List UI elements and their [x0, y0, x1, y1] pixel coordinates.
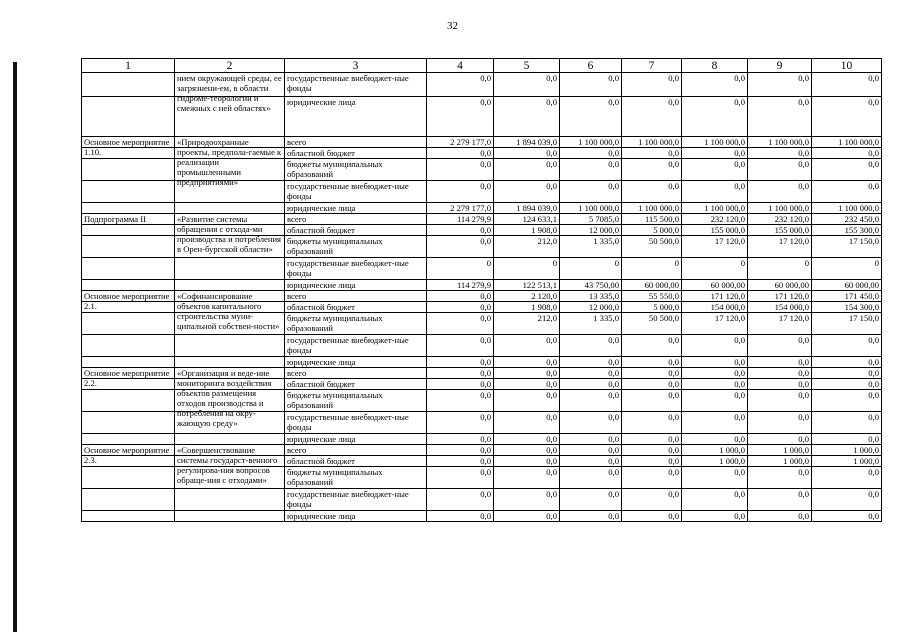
amount-cell: 0,0: [812, 489, 882, 511]
activity-title-continuation: [175, 434, 285, 445]
amount-cell: 232 120,0: [682, 214, 748, 225]
amount-cell: 0: [560, 258, 622, 280]
amount-cell: 0,0: [748, 368, 812, 379]
funding-source: всего: [285, 445, 427, 456]
activity-name-continuation: [82, 280, 175, 291]
amount-cell: 0,0: [427, 335, 494, 357]
amount-cell: 171 450,0: [812, 291, 882, 302]
amount-cell: 115 500,0: [622, 214, 682, 225]
amount-cell: 0,0: [560, 412, 622, 434]
amount-cell: 0,0: [622, 511, 682, 522]
amount-cell: 0,0: [748, 412, 812, 434]
funding-source: государственные внебюджет-ные фонды: [285, 258, 427, 280]
funding-table: [81, 58, 882, 522]
activity-name-text: Основное мероприятие 2.2.: [84, 368, 170, 388]
activity-name-continuation: [82, 258, 175, 280]
amount-cell: 0,0: [560, 511, 622, 522]
amount-cell: 1 000,0: [748, 456, 812, 467]
amount-cell: 154 000,0: [682, 302, 748, 313]
amount-cell: 0,0: [427, 511, 494, 522]
activity-title: [175, 137, 285, 187]
funding-source: бюджеты муниципальных образований: [285, 467, 427, 489]
amount-cell: 0,0: [682, 97, 748, 137]
amount-cell: 17 120,0: [682, 236, 748, 258]
amount-cell: 2 279 177,0: [427, 203, 494, 214]
amount-cell: 0: [812, 258, 882, 280]
funding-source: государственные внебюджет-ные фонды: [285, 489, 427, 511]
amount-cell: 1 100 000,0: [812, 137, 882, 148]
amount-cell: 0,0: [560, 489, 622, 511]
activity-title-continuation: [175, 489, 285, 511]
table-row: [82, 511, 882, 522]
amount-cell: 114 279,9: [427, 214, 494, 225]
amount-cell: 0,0: [560, 434, 622, 445]
amount-cell: 155 000,0: [748, 225, 812, 236]
amount-cell: 1 100 000,0: [812, 203, 882, 214]
amount-cell: 0,0: [748, 379, 812, 390]
amount-cell: 0,0: [494, 511, 560, 522]
activity-title-continuation: [175, 203, 285, 214]
amount-cell: 2 279 177,0: [427, 137, 494, 148]
activity-name-continuation: [82, 412, 175, 434]
column-number-8: 8: [682, 59, 748, 73]
amount-cell: 0,0: [748, 335, 812, 357]
activity-name-text: Основное мероприятие 1.10.: [84, 137, 170, 157]
amount-cell: 5 000,0: [622, 302, 682, 313]
activity-name-continuation: [82, 159, 175, 181]
funding-source: всего: [285, 214, 427, 225]
activity-title-text: «Софинансирование объектов капитального строительства муни-ципальной собствен-ности»: [177, 291, 280, 331]
amount-cell: 0,0: [560, 73, 622, 97]
amount-cell: 0: [682, 258, 748, 280]
amount-cell: 154 300,0: [812, 302, 882, 313]
table-row: [82, 214, 882, 225]
amount-cell: 1 000,0: [682, 445, 748, 456]
column-number-10: 10: [812, 59, 882, 73]
amount-cell: 0,0: [622, 148, 682, 159]
activity-name: [82, 73, 175, 97]
amount-cell: 0,0: [622, 73, 682, 97]
amount-cell: 60 000,00: [748, 280, 812, 291]
activity-name: [82, 445, 175, 465]
table-row: [82, 335, 882, 357]
activity-name-continuation: [82, 203, 175, 214]
table-row: [82, 445, 882, 456]
amount-cell: 0,0: [682, 379, 748, 390]
amount-cell: 0,0: [427, 456, 494, 467]
amount-cell: 155 000,0: [682, 225, 748, 236]
funding-source: государственные внебюджет-ные фонды: [285, 335, 427, 357]
amount-cell: 1 000,0: [682, 456, 748, 467]
column-number-2: 2: [175, 59, 285, 73]
amount-cell: 0,0: [622, 181, 682, 203]
amount-cell: 0,0: [748, 148, 812, 159]
amount-cell: 0,0: [622, 467, 682, 489]
activity-name-continuation: [82, 181, 175, 203]
amount-cell: 0,0: [812, 148, 882, 159]
funding-source: юридические лица: [285, 434, 427, 445]
activity-title: [175, 445, 285, 485]
amount-cell: 154 000,0: [748, 302, 812, 313]
amount-cell: 0,0: [682, 335, 748, 357]
amount-cell: 0: [748, 258, 812, 280]
amount-cell: 0: [427, 258, 494, 280]
amount-cell: 1 100 000,0: [682, 137, 748, 148]
amount-cell: 0,0: [560, 159, 622, 181]
activity-name-continuation: [82, 236, 175, 258]
amount-cell: 0,0: [560, 467, 622, 489]
column-number-9: 9: [748, 59, 812, 73]
amount-cell: 1 000,0: [812, 445, 882, 456]
funding-source: бюджеты муниципальных образований: [285, 236, 427, 258]
amount-cell: 0,0: [748, 357, 812, 368]
amount-cell: 1 100 000,0: [682, 203, 748, 214]
activity-title: [175, 73, 285, 113]
amount-cell: 0,0: [622, 412, 682, 434]
amount-cell: 0,0: [427, 313, 494, 335]
amount-cell: 43 750,00: [560, 280, 622, 291]
activity-name: [82, 368, 175, 388]
funding-source: юридические лица: [285, 511, 427, 522]
amount-cell: 17 150,0: [812, 313, 882, 335]
amount-cell: 0,0: [427, 302, 494, 313]
amount-cell: 0,0: [494, 445, 560, 456]
amount-cell: 0,0: [494, 456, 560, 467]
table-header-row: [82, 59, 882, 73]
amount-cell: 1 100 000,0: [622, 203, 682, 214]
amount-cell: 122 513,1: [494, 280, 560, 291]
amount-cell: 0,0: [748, 181, 812, 203]
amount-cell: 124 633,1: [494, 214, 560, 225]
column-number-1: 1: [82, 59, 175, 73]
activity-title-continuation: [175, 335, 285, 357]
amount-cell: 12 000,0: [560, 225, 622, 236]
amount-cell: 0,0: [560, 445, 622, 456]
amount-cell: 0,0: [622, 390, 682, 412]
amount-cell: 1 894 039,0: [494, 203, 560, 214]
amount-cell: 60 000,00: [812, 280, 882, 291]
amount-cell: 5 000,0: [622, 225, 682, 236]
amount-cell: 0,0: [427, 97, 494, 137]
amount-cell: 0,0: [560, 390, 622, 412]
amount-cell: 0,0: [494, 379, 560, 390]
amount-cell: 0,0: [622, 434, 682, 445]
amount-cell: 0,0: [622, 335, 682, 357]
amount-cell: 0,0: [748, 434, 812, 445]
funding-source: областной бюджет: [285, 148, 427, 159]
activity-name-continuation: [82, 357, 175, 368]
amount-cell: 0,0: [812, 357, 882, 368]
amount-cell: 0,0: [494, 159, 560, 181]
amount-cell: 17 150,0: [812, 236, 882, 258]
amount-cell: 0,0: [748, 390, 812, 412]
amount-cell: 0,0: [622, 379, 682, 390]
activity-name: [82, 291, 175, 311]
amount-cell: 0,0: [622, 456, 682, 467]
amount-cell: 0,0: [427, 236, 494, 258]
activity-name: [82, 214, 175, 225]
amount-cell: 0,0: [748, 489, 812, 511]
amount-cell: 0,0: [494, 489, 560, 511]
amount-cell: 0: [622, 258, 682, 280]
amount-cell: 0,0: [812, 379, 882, 390]
activity-name-continuation: [82, 313, 175, 335]
amount-cell: 0,0: [427, 148, 494, 159]
amount-cell: 0,0: [560, 181, 622, 203]
amount-cell: 55 550,0: [622, 291, 682, 302]
amount-cell: 0,0: [494, 181, 560, 203]
column-number-3: 3: [285, 59, 427, 73]
table-row: [82, 203, 882, 214]
amount-cell: 17 120,0: [682, 313, 748, 335]
amount-cell: 0,0: [427, 434, 494, 445]
amount-cell: 1 000,0: [812, 456, 882, 467]
amount-cell: 0,0: [812, 511, 882, 522]
funding-source: юридические лица: [285, 357, 427, 368]
funding-source: государственные внебюджет-ные фонды: [285, 181, 427, 203]
amount-cell: 232 450,0: [812, 214, 882, 225]
activity-name-continuation: [82, 467, 175, 489]
amount-cell: 0,0: [748, 97, 812, 137]
amount-cell: 0,0: [427, 489, 494, 511]
funding-source: бюджеты муниципальных образований: [285, 313, 427, 335]
amount-cell: 12 000,0: [560, 302, 622, 313]
page-number: 32: [447, 20, 458, 32]
amount-cell: 1 100 000,0: [560, 137, 622, 148]
amount-cell: 212,0: [494, 313, 560, 335]
amount-cell: 50 500,0: [622, 236, 682, 258]
amount-cell: 50 500,0: [622, 313, 682, 335]
amount-cell: 0,0: [494, 148, 560, 159]
activity-name-text: Основное мероприятие 2.3.: [84, 445, 170, 465]
amount-cell: 0,0: [682, 73, 748, 97]
amount-cell: 1 908,0: [494, 225, 560, 236]
activity-name-continuation: [82, 434, 175, 445]
amount-cell: 155 300,0: [812, 225, 882, 236]
activity-title-text: «Совершенствование системы государст-венного регулирова-ния вопросов обраще-ния с отходами»: [177, 445, 278, 485]
amount-cell: 0,0: [682, 511, 748, 522]
amount-cell: 0,0: [427, 379, 494, 390]
table-row: [82, 357, 882, 368]
amount-cell: 0,0: [682, 368, 748, 379]
amount-cell: 0,0: [748, 467, 812, 489]
amount-cell: 0,0: [427, 368, 494, 379]
amount-cell: 0,0: [560, 379, 622, 390]
activity-title-continuation: [175, 511, 285, 522]
amount-cell: 60 000,00: [682, 280, 748, 291]
amount-cell: 0,0: [622, 489, 682, 511]
amount-cell: 0,0: [494, 368, 560, 379]
amount-cell: 0,0: [494, 412, 560, 434]
amount-cell: 0,0: [494, 390, 560, 412]
funding-source: областной бюджет: [285, 379, 427, 390]
amount-cell: 60 000,00: [622, 280, 682, 291]
amount-cell: 171 120,0: [682, 291, 748, 302]
amount-cell: 0,0: [427, 291, 494, 302]
amount-cell: 0,0: [622, 368, 682, 379]
activity-title: [175, 368, 285, 428]
amount-cell: 0,0: [560, 357, 622, 368]
amount-cell: 171 120,0: [748, 291, 812, 302]
funding-source: государственные внебюджет-ные фонды: [285, 73, 427, 97]
amount-cell: 0,0: [494, 335, 560, 357]
amount-cell: 0,0: [427, 159, 494, 181]
amount-cell: 232 120,0: [748, 214, 812, 225]
activity-title-text: нием окружающей среды, ее загрязнени-ем, в области гидроме-теорологии и смежных с ней областях»: [177, 73, 282, 113]
amount-cell: 1 335,0: [560, 313, 622, 335]
table-row: [82, 434, 882, 445]
amount-cell: 13 335,0: [560, 291, 622, 302]
activity-title-continuation: [175, 357, 285, 368]
amount-cell: 1 000,0: [748, 445, 812, 456]
amount-cell: 0,0: [427, 181, 494, 203]
activity-name-continuation: [82, 335, 175, 357]
amount-cell: 0,0: [560, 368, 622, 379]
funding-source: областной бюджет: [285, 225, 427, 236]
amount-cell: 17 120,0: [748, 236, 812, 258]
funding-source: юридические лица: [285, 280, 427, 291]
margin-bar: [13, 62, 17, 632]
activity-name-text: Основное мероприятие 2.1.: [84, 291, 170, 311]
column-number-4: 4: [427, 59, 494, 73]
amount-cell: 0,0: [494, 73, 560, 97]
column-number-7: 7: [622, 59, 682, 73]
table-row: [82, 258, 882, 280]
amount-cell: 0,0: [812, 73, 882, 97]
activity-name-text: Подпрограмма II: [84, 214, 146, 224]
amount-cell: 0,0: [682, 489, 748, 511]
activity-name-continuation: [82, 511, 175, 522]
amount-cell: 0,0: [682, 148, 748, 159]
activity-title-continuation: [175, 280, 285, 291]
activity-name: [82, 137, 175, 157]
amount-cell: 0,0: [427, 225, 494, 236]
amount-cell: 0,0: [622, 357, 682, 368]
amount-cell: 1 100 000,0: [748, 203, 812, 214]
amount-cell: 0,0: [427, 412, 494, 434]
amount-cell: 0,0: [682, 434, 748, 445]
amount-cell: 0,0: [622, 445, 682, 456]
activity-name-continuation: [82, 390, 175, 412]
activity-name-continuation: [82, 97, 175, 137]
amount-cell: 0,0: [748, 159, 812, 181]
amount-cell: 0,0: [682, 159, 748, 181]
activity-title-text: «Природоохранные проекты, предпола-гаемые к реализации промышленными предприятиями»: [177, 137, 282, 187]
activity-name-continuation: [82, 489, 175, 511]
activity-title-continuation: [175, 258, 285, 280]
activity-title-text: «Организация и веде-ние мониторинга воздействия объектов размещения отходов производства и потребления на окру-жающую среду»: [177, 368, 272, 428]
funding-source: областной бюджет: [285, 302, 427, 313]
amount-cell: 0,0: [560, 97, 622, 137]
amount-cell: 0,0: [560, 335, 622, 357]
amount-cell: 0,0: [812, 467, 882, 489]
amount-cell: 212,0: [494, 236, 560, 258]
amount-cell: 114 279,9: [427, 280, 494, 291]
amount-cell: 0,0: [812, 368, 882, 379]
amount-cell: 1 100 000,0: [622, 137, 682, 148]
amount-cell: 0,0: [812, 181, 882, 203]
table-row: [82, 137, 882, 148]
amount-cell: 17 120,0: [748, 313, 812, 335]
activity-title-text: «Развитие системы обращения с отхода-ми производства и потребления в Орен-бургской области»: [177, 214, 281, 254]
amount-cell: 0,0: [622, 97, 682, 137]
funding-source: всего: [285, 137, 427, 148]
amount-cell: 0,0: [682, 357, 748, 368]
funding-source: государственные внебюджет-ные фонды: [285, 412, 427, 434]
amount-cell: 1 894 039,0: [494, 137, 560, 148]
amount-cell: 0,0: [682, 467, 748, 489]
amount-cell: 0: [494, 258, 560, 280]
amount-cell: 0,0: [560, 456, 622, 467]
funding-source: юридические лица: [285, 97, 427, 137]
amount-cell: 0,0: [427, 467, 494, 489]
amount-cell: 1 100 000,0: [748, 137, 812, 148]
table-row: [82, 73, 882, 97]
amount-cell: 0,0: [427, 73, 494, 97]
amount-cell: 0,0: [494, 434, 560, 445]
amount-cell: 0,0: [748, 73, 812, 97]
funding-source: бюджеты муниципальных образований: [285, 390, 427, 412]
amount-cell: 0,0: [560, 148, 622, 159]
amount-cell: 0,0: [427, 357, 494, 368]
amount-cell: 0,0: [682, 390, 748, 412]
amount-cell: 0,0: [748, 511, 812, 522]
amount-cell: 0,0: [427, 390, 494, 412]
amount-cell: 1 335,0: [560, 236, 622, 258]
amount-cell: 0,0: [682, 412, 748, 434]
amount-cell: 0,0: [494, 357, 560, 368]
funding-source: бюджеты муниципальных образований: [285, 159, 427, 181]
table-row: [82, 489, 882, 511]
amount-cell: 0,0: [812, 97, 882, 137]
amount-cell: 0,0: [494, 467, 560, 489]
table-row: [82, 368, 882, 379]
amount-cell: 2 120,0: [494, 291, 560, 302]
funding-source: всего: [285, 291, 427, 302]
activity-title: [175, 214, 285, 254]
amount-cell: 0,0: [622, 159, 682, 181]
funding-source: областной бюджет: [285, 456, 427, 467]
funding-source: юридические лица: [285, 203, 427, 214]
funding-source: всего: [285, 368, 427, 379]
amount-cell: 1 100 000,0: [560, 203, 622, 214]
column-number-6: 6: [560, 59, 622, 73]
amount-cell: 0,0: [812, 434, 882, 445]
amount-cell: 0,0: [427, 445, 494, 456]
column-number-5: 5: [494, 59, 560, 73]
table-row: [82, 291, 882, 302]
amount-cell: 0,0: [812, 390, 882, 412]
amount-cell: 0,0: [494, 97, 560, 137]
amount-cell: 5 7085,0: [560, 214, 622, 225]
amount-cell: 0,0: [682, 181, 748, 203]
amount-cell: 0,0: [812, 335, 882, 357]
amount-cell: 0,0: [812, 412, 882, 434]
amount-cell: 1 908,0: [494, 302, 560, 313]
activity-name-continuation: [82, 225, 175, 236]
amount-cell: 0,0: [812, 159, 882, 181]
table-row: [82, 280, 882, 291]
activity-title: [175, 291, 285, 331]
